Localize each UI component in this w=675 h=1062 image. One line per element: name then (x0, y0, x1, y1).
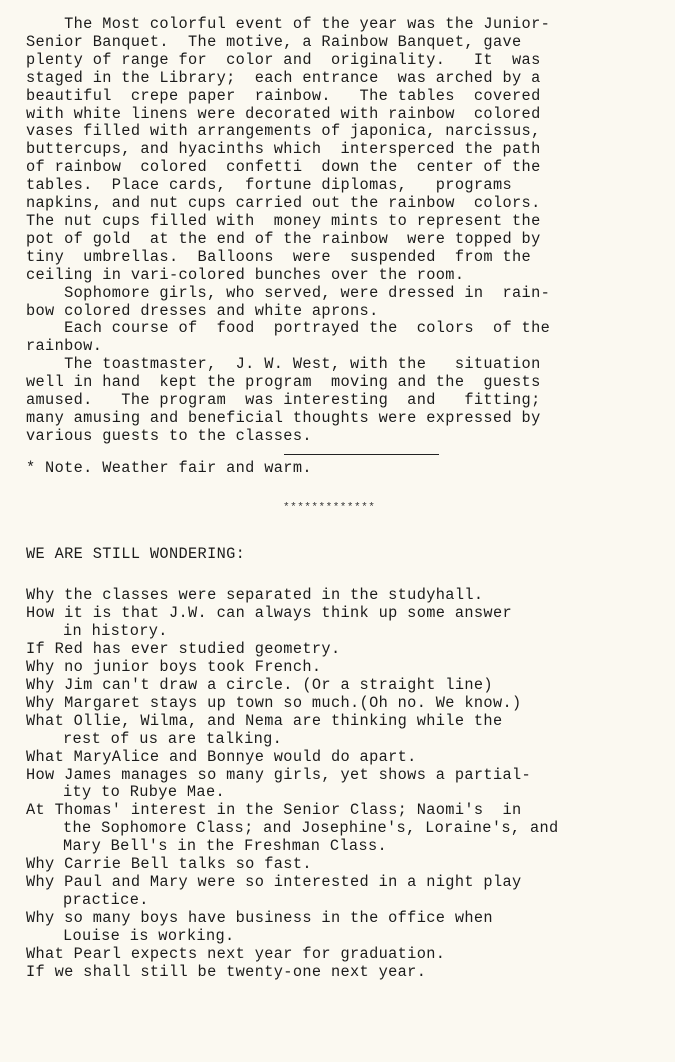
wondering-item (26, 856, 651, 874)
article-line: staged in the Library; each entrance was arched by a (26, 68, 541, 87)
wondering-item-text: What Ollie, Wilma, and Nema are thinking while the (26, 711, 503, 730)
wondering-item (26, 605, 651, 641)
wondering-item (26, 659, 651, 677)
banquet-article (26, 16, 651, 446)
wondering-item (26, 749, 651, 767)
star-separator: ************* (283, 501, 376, 514)
article-line: bow colored dresses and white aprons. (26, 301, 379, 320)
article-line: buttercups, and hyacinths which intersperced the path (26, 140, 541, 159)
article-line: tables. Place cards, fortune diplomas, programs (26, 176, 513, 195)
article-line: The nut cups filled with money mints to represent the (26, 211, 541, 230)
article-line: many amusing and beneficial thoughts were expressed by (26, 408, 541, 427)
article-line: vases filled with arrangements of japonica, narcissus, (26, 122, 541, 141)
wondering-item-text: If Red has ever studied geometry. (26, 640, 341, 659)
wondering-item-continuation: practice. (63, 890, 149, 909)
wondering-item-text: Why the classes were separated in the studyhall. (26, 586, 484, 605)
weather-note (26, 460, 651, 478)
article-line: Sophomore girls, who served, were dressed in rain- (26, 283, 551, 302)
wondering-item-text: Why no junior boys took French. (26, 658, 322, 677)
wondering-item (26, 677, 651, 695)
wondering-item (26, 767, 651, 803)
wondering-item-continuation: rest of us are talking. (63, 729, 283, 748)
article-line: amused. The program was interesting and fitting; (26, 391, 541, 410)
wondering-item-text: What MaryAlice and Bonnye would do apart. (26, 747, 417, 766)
wondering-item (26, 946, 651, 964)
wondering-item-text: Why so many boys have business in the office when (26, 908, 493, 927)
wondering-item-continuation: Mary Bell's in the Freshman Class. (63, 837, 388, 856)
article-line: of rainbow colored confetti down the center of the (26, 158, 541, 177)
wondering-item (26, 695, 651, 713)
wondering-item-text: How it is that J.W. can always think up some answer (26, 604, 513, 623)
weather-note-text: * Note. Weather fair and warm. (26, 458, 312, 477)
wondering-list (26, 587, 651, 981)
wondering-item (26, 964, 651, 982)
article-line: various guests to the classes. (26, 426, 312, 445)
wondering-item (26, 641, 651, 659)
article-line: plenty of range for color and originality. It was (26, 50, 541, 69)
article-line: rainbow. (26, 337, 103, 356)
article-line: beautiful crepe paper rainbow. The tables covered (26, 86, 541, 105)
article-line: The toastmaster, J. W. West, with the situation (26, 355, 541, 374)
article-line: tiny umbrellas. Balloons were suspended from the (26, 247, 532, 266)
wondering-item-text: At Thomas' interest in the Senior Class; Naomi's in (26, 801, 522, 820)
wondering-item-text: Why Margaret stays up town so much.(Oh no. We know.) (26, 693, 522, 712)
wondering-item (26, 713, 651, 749)
wondering-item-text: How James manages so many girls, yet shows a partial- (26, 765, 532, 784)
wondering-heading: WE ARE STILL WONDERING: (26, 544, 246, 563)
article-line: The Most colorful event of the year was the Junior- (26, 15, 551, 33)
wondering-item (26, 910, 651, 946)
article-line: with white linens were decorated with rainbow colored (26, 104, 541, 123)
wondering-item-text: Why Paul and Mary were so interested in a night play (26, 872, 522, 891)
wondering-item-text: Why Carrie Bell talks so fast. (26, 855, 312, 874)
article-line: Each course of food portrayed the colors of the (26, 319, 551, 338)
wondering-item-continuation: ity to Rubye Mae. (63, 783, 226, 802)
wondering-item (26, 874, 651, 910)
wondering-item-text: If we shall still be twenty-one next year. (26, 962, 427, 981)
article-line: ceiling in vari-colored bunches over the room. (26, 265, 465, 284)
wondering-item-continuation: the Sophomore Class; and Josephine's, Loraine's, and (63, 819, 559, 838)
wondering-item-continuation: in history. (63, 622, 168, 641)
article-line: Senior Banquet. The motive, a Rainbow Banquet, gave (26, 32, 522, 51)
wondering-item-text: Why Jim can't draw a circle. (Or a straight line) (26, 676, 493, 694)
wondering-item (26, 802, 651, 856)
divider-rule (284, 454, 439, 455)
article-line: pot of gold at the end of the rainbow were topped by (26, 229, 541, 248)
wondering-item (26, 587, 651, 605)
wondering-item-continuation: Louise is working. (63, 926, 235, 945)
wondering-item-text: What Pearl expects next year for graduation. (26, 944, 446, 963)
article-line: napkins, and nut cups carried out the rainbow colors. (26, 194, 541, 213)
article-line: well in hand kept the program moving and the guests (26, 373, 541, 392)
